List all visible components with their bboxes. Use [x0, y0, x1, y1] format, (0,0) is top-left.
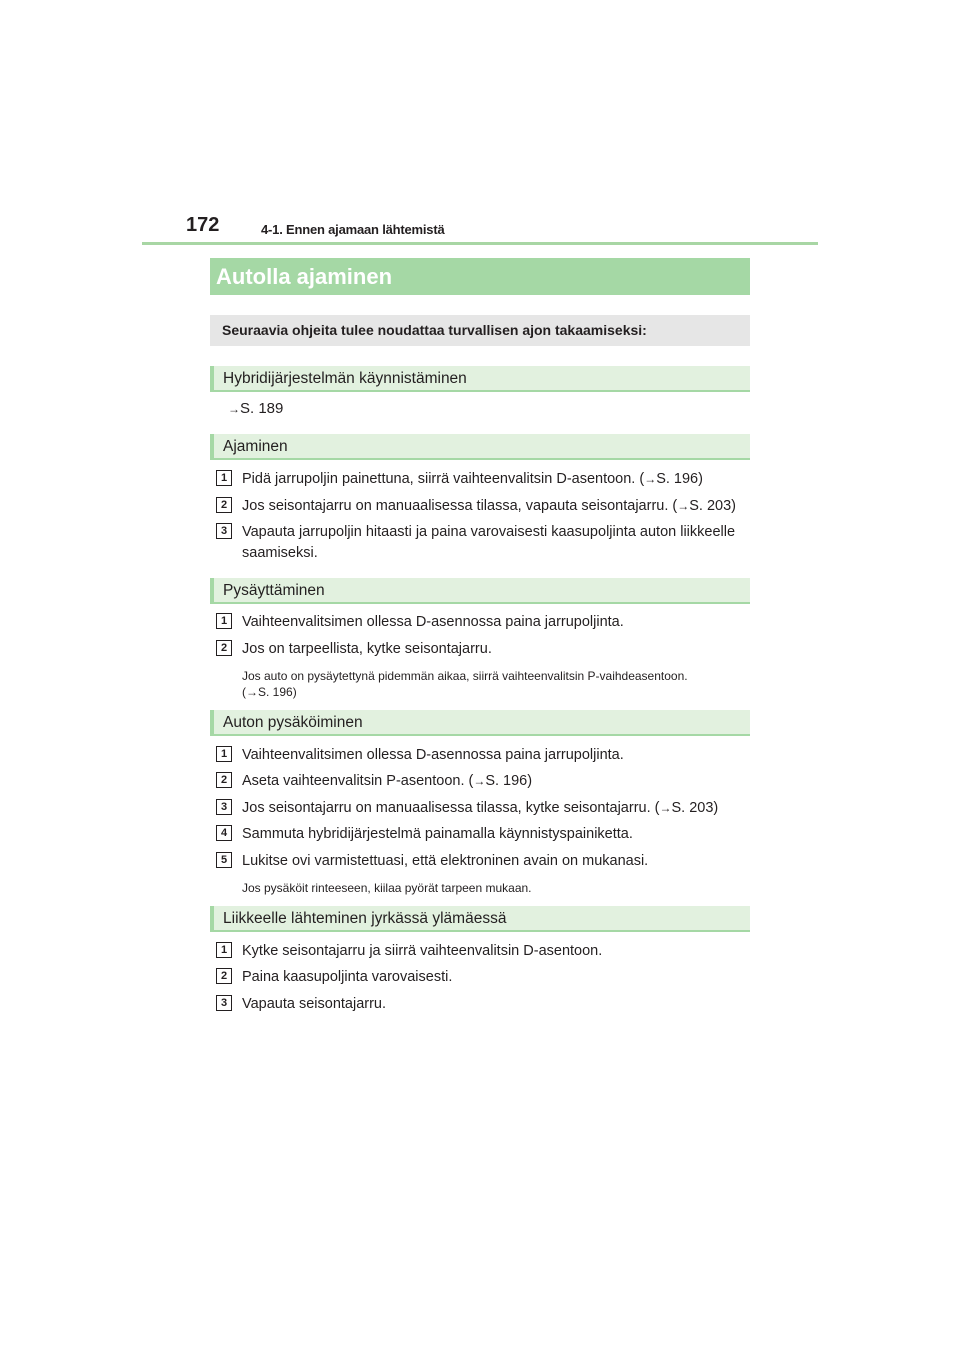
intro-text: Seuraavia ohjeita tulee noudattaa turvallisen ajon takaamiseksi:	[210, 315, 750, 346]
step-text: Vaihteenvalitsimen ollessa D-asennossa paina jarrupoljinta.	[242, 747, 624, 763]
reference-hybrid-start	[228, 400, 283, 417]
arrow-icon: →	[473, 774, 486, 788]
step-text: Aseta vaihteenvalitsin P-asentoon. (	[242, 773, 474, 789]
note-text: Jos auto on pysäytettynä pidemmän aikaa, siirrä vaihteenvalitsin P-vaihdeasentoon.	[242, 669, 688, 683]
reference-link[interactable]: S. 189	[240, 400, 284, 417]
step-text: Paina kaasupoljinta varovaisesti.	[242, 969, 453, 985]
page-number: 172	[186, 214, 220, 236]
page-header	[0, 0, 960, 248]
arrow-icon: →	[228, 402, 240, 416]
reference-link[interactable]: S. 196	[656, 471, 699, 487]
step-text: Vaihteenvalitsimen ollessa D-asennossa paina jarrupoljinta.	[242, 614, 624, 630]
step-number: 2	[216, 640, 232, 656]
step-text: Vapauta jarrupoljin hitaasti ja paina varovaisesti kaasupoljinta auton liikkeelle	[242, 524, 736, 540]
paren-close: )	[713, 800, 719, 816]
arrow-icon: →	[246, 685, 258, 699]
step-number: 1	[216, 470, 232, 486]
step-number: 3	[216, 523, 232, 539]
note-parking: Jos pysäköit rinteeseen, kiilaa pyörät tarpeen mukaan.	[242, 881, 532, 895]
heading-parking: Auton pysäköiminen	[210, 710, 750, 736]
step-number: 1	[216, 613, 232, 629]
step-text: Jos seisontajarru on manuaalisessa tilassa, kytke seisontajarru. (	[242, 800, 660, 816]
paren-close: )	[698, 471, 703, 487]
step-number: 2	[216, 772, 232, 788]
page-title: Autolla ajaminen	[210, 258, 750, 295]
step-text: Vapauta seisontajarru.	[242, 996, 387, 1012]
step-number: 2	[216, 497, 232, 513]
heading-uphill-start: Liikkeelle lähteminen jyrkässä ylämäessä	[210, 906, 750, 932]
paren-close: )	[292, 685, 297, 699]
paren-close: )	[527, 773, 533, 789]
step-text: Sammuta hybridijärjestelmä painamalla käynnistyspainiketta.	[242, 826, 633, 842]
paren-open: (	[242, 685, 246, 699]
step-number: 1	[216, 746, 232, 762]
step-number: 1	[216, 942, 232, 958]
step-number: 5	[216, 852, 232, 868]
header-divider	[142, 242, 818, 245]
step-text: Kytke seisontajarru ja siirrä vaihteenvalitsin D-asentoon.	[242, 943, 603, 959]
reference-link[interactable]: S. 196	[258, 685, 293, 699]
step-text: Pidä jarrupoljin painettuna, siirrä vaihteenvalitsin D-asentoon. (	[242, 471, 645, 487]
step-text: Jos seisontajarru on manuaalisessa tilassa, vapauta seisontajarru. (	[242, 498, 678, 514]
section-path: 4-1. Ennen ajamaan lähtemistä	[261, 222, 445, 237]
step-number: 3	[216, 799, 232, 815]
arrow-icon: →	[677, 499, 690, 513]
arrow-icon: →	[644, 472, 657, 486]
heading-stopping: Pysäyttäminen	[210, 578, 750, 604]
arrow-icon: →	[659, 801, 672, 815]
step-number: 4	[216, 825, 232, 841]
step-number: 3	[216, 995, 232, 1011]
reference-link[interactable]: S. 196	[485, 773, 528, 789]
reference-link[interactable]: S. 203	[671, 800, 714, 816]
step-text: Lukitse ovi varmistettuasi, että elektroninen avain on mukanasi.	[242, 853, 649, 869]
note-stopping	[242, 668, 747, 700]
step-text: Jos on tarpeellista, kytke seisontajarru.	[242, 641, 492, 657]
step-text-continued: saamiseksi.	[242, 545, 318, 561]
reference-link[interactable]: S. 203	[689, 498, 732, 514]
heading-hybrid-start: Hybridijärjestelmän käynnistäminen	[210, 366, 750, 392]
paren-close: )	[731, 498, 736, 514]
heading-driving: Ajaminen	[210, 434, 750, 460]
step-number: 2	[216, 968, 232, 984]
